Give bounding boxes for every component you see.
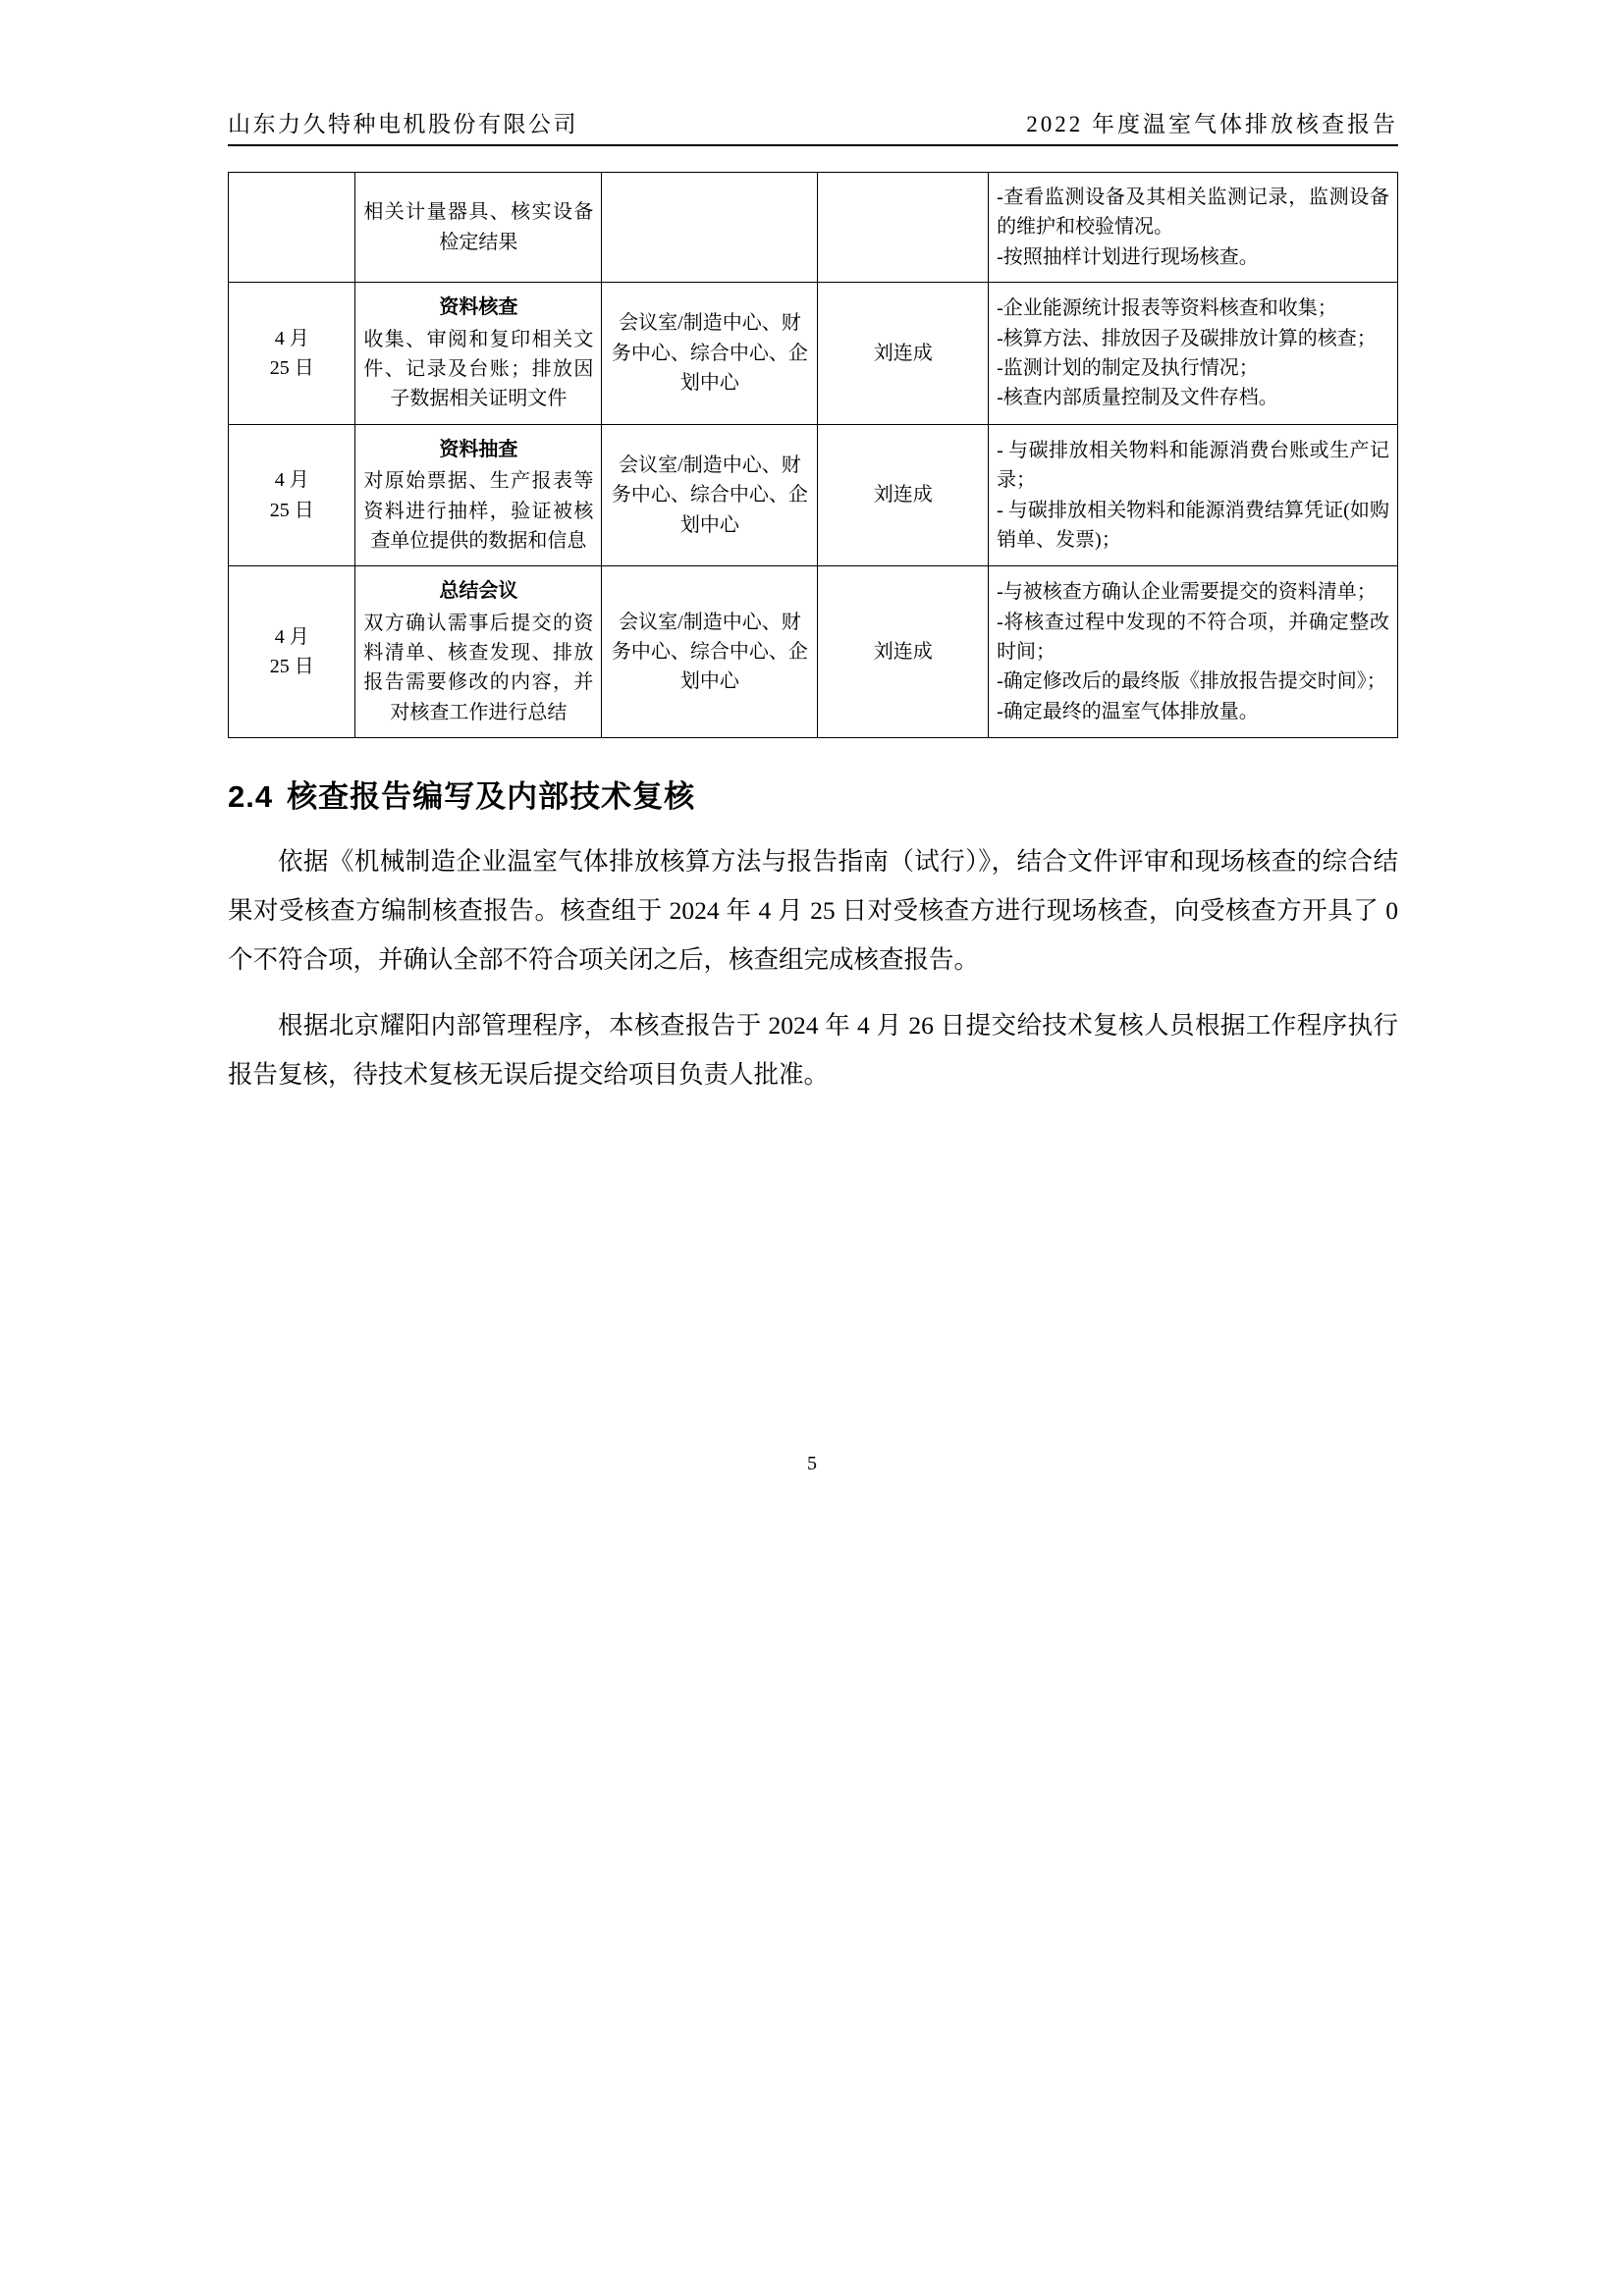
- item-title: 资料核查: [439, 296, 518, 319]
- date-line-1: 4 月: [274, 625, 309, 648]
- cell-item: [355, 283, 602, 425]
- desc-line: -与被核查方确认企业需要提交的资料清单；: [997, 581, 1377, 604]
- cell-description: [989, 283, 1398, 425]
- cell-date: [229, 566, 355, 738]
- place-body: 会议室/制造中心、财务中心、综合中心、企划中心: [611, 454, 808, 536]
- date-line-1: 4 月: [274, 469, 309, 492]
- item-body: 收集、审阅和复印相关文件、记录及台账；排放因子数据相关证明文件: [363, 328, 594, 410]
- item-title: 资料抽查: [439, 438, 518, 460]
- cell-place: [602, 173, 818, 283]
- table-row: [229, 173, 1398, 283]
- cell-date: [229, 173, 355, 283]
- cell-person: 刘连成: [818, 566, 989, 738]
- table-row: [229, 566, 1398, 738]
- desc-line: -监测计划的制定及执行情况；: [997, 356, 1259, 379]
- table-row: [229, 424, 1398, 566]
- cell-item: [355, 424, 602, 566]
- place-body: 会议室/制造中心、财务中心、综合中心、企划中心: [611, 312, 808, 395]
- page-content: [228, 106, 1398, 1117]
- section-title: 核查报告编写及内部技术复核: [287, 779, 696, 815]
- cell-person: 刘连成: [818, 424, 989, 566]
- cell-person: [818, 173, 989, 283]
- section-heading: [228, 772, 1398, 816]
- desc-line: -按照抽样计划进行现场核查。: [997, 245, 1259, 268]
- item-body: 相关计量器具、核实设备检定结果: [363, 201, 594, 253]
- desc-line: -核算方法、排放因子及碳排放计算的核查；: [997, 327, 1377, 349]
- cell-place: [602, 566, 818, 738]
- page-number: 5: [807, 1453, 817, 1474]
- cell-description: [989, 424, 1398, 566]
- audit-schedule-table: [228, 172, 1398, 738]
- item-body: 双方确认需事后提交的资料清单、核查发现、排放报告需要修改的内容，并对核查工作进行总结: [363, 612, 594, 723]
- cell-description: [989, 566, 1398, 738]
- cell-description: [989, 173, 1398, 283]
- date-line-2: 25 日: [269, 656, 314, 678]
- item-title: 总结会议: [439, 580, 518, 603]
- desc-line: -将核查过程中发现的不符合项，并确定整改时间；: [997, 611, 1389, 664]
- date-line-2: 25 日: [269, 356, 314, 379]
- cell-item: [355, 173, 602, 283]
- desc-line: -确定修改后的最终版《排放报告提交时间》；: [997, 670, 1386, 693]
- desc-line: -确定最终的温室气体排放量。: [997, 700, 1259, 722]
- date-line-1: 4 月: [274, 327, 309, 349]
- cell-person: 刘连成: [818, 283, 989, 425]
- section-number: 2.4: [228, 779, 274, 815]
- cell-date: [229, 424, 355, 566]
- cell-item: [355, 566, 602, 738]
- item-body: 对原始票据、生产报表等资料进行抽样，验证被核查单位提供的数据和信息: [363, 470, 594, 552]
- desc-line: -核查内部质量控制及文件存档。: [997, 387, 1278, 409]
- cell-place: [602, 424, 818, 566]
- paragraph: 依据《机械制造企业温室气体排放核算方法与报告指南（试行）》，结合文件评审和现场核查的综合结果对受核查方编制核查报告。核查组于 2024 年 4 月 25 日对受核查方进行现场核查，向受核查方开具了 0 个不符合项，并确认全部不符合项关闭之后，核查组完成核查报告。: [228, 847, 1398, 974]
- desc-line: - 与碳排放相关物料和能源消费结算凭证(如购销单、发票)；: [997, 499, 1389, 551]
- header-company: 山东力久特种电机股份有限公司: [228, 112, 578, 136]
- place-body: 会议室/制造中心、财务中心、综合中心、企划中心: [611, 611, 808, 693]
- desc-line: -企业能源统计报表等资料核查和收集；: [997, 297, 1337, 320]
- cell-date: [229, 283, 355, 425]
- page-header: [228, 106, 1398, 146]
- desc-line: -查看监测设备及其相关监测记录，监测设备的维护和校验情况。: [997, 187, 1389, 239]
- desc-line: - 与碳排放相关物料和能源消费台账或生产记录；: [997, 439, 1389, 492]
- cell-place: [602, 283, 818, 425]
- table-row: [229, 283, 1398, 425]
- paragraph: 根据北京耀阳内部管理程序，本核查报告于 2024 年 4 月 26 日提交给技术复核人员根据工作程序执行报告复核，待技术复核无误后提交给项目负责人批准。: [228, 1011, 1398, 1090]
- header-report-title: 2022 年度温室气体排放核查报告: [1026, 112, 1398, 136]
- date-line-2: 25 日: [269, 499, 314, 521]
